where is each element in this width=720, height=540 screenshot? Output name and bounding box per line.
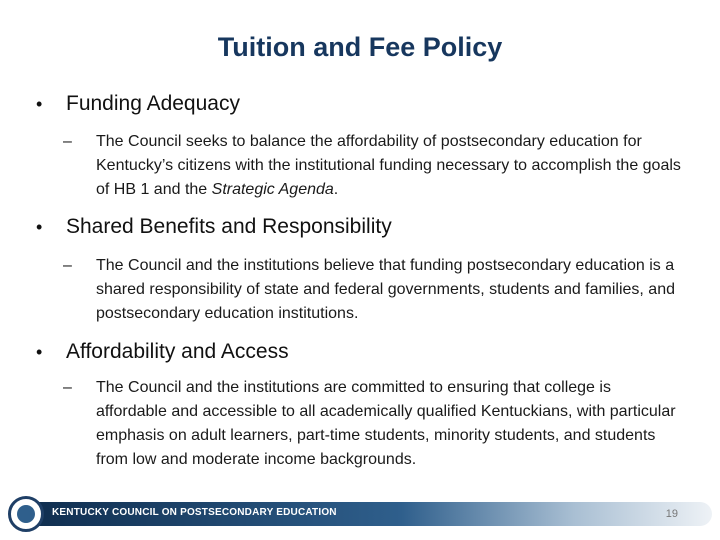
sub-bullet-text — [96, 130, 683, 202]
page-number: 19 — [665, 508, 678, 520]
dash-icon: – — [63, 379, 72, 396]
sub-bullet-text: The Council and the institutions believe that funding postsecondary education is a shared responsibility of state and federal governments, students and families, and postsecondary education institutions. — [96, 257, 675, 322]
sub-bullet-shared-benefits — [63, 254, 683, 326]
footer — [0, 493, 720, 533]
body-text: The Council seeks to balance the affordability of postsecondary education for Kentucky’s citizens with the institutional funding necessary to accomplish the goals of HB 1 and the — [96, 133, 681, 198]
sub-bullet-text: The Council and the institutions are committed to ensuring that college is affordable and accessible to all academically qualified Kentuckians, with particular emphasis on adult learners, part-time students, minority students, and students from low and moderate income backgrounds. — [96, 379, 676, 468]
seal-icon — [8, 496, 44, 532]
bullet-funding-adequacy — [36, 92, 240, 116]
bullet-dot-icon: • — [36, 217, 43, 237]
bullet-affordability-access — [36, 340, 289, 364]
sub-bullet-affordability-access — [63, 376, 683, 472]
bullet-dot-icon: • — [36, 342, 43, 362]
footer-org-name: KENTUCKY COUNCIL ON POSTSECONDARY EDUCATION — [52, 507, 337, 518]
body-end-text: . — [333, 181, 339, 198]
bullet-shared-benefits — [36, 215, 392, 239]
bullet-heading: Affordability and Access — [66, 340, 289, 363]
bullet-heading: Funding Adequacy — [66, 92, 240, 115]
body-italic-text: Strategic Agenda — [211, 181, 334, 198]
dash-icon: – — [63, 257, 72, 274]
sub-bullet-funding-adequacy — [63, 130, 683, 202]
slide-title: Tuition and Fee Policy — [217, 32, 503, 62]
bullet-dot-icon: • — [36, 94, 43, 114]
dash-icon: – — [63, 133, 72, 150]
bullet-heading: Shared Benefits and Responsibility — [66, 215, 392, 238]
